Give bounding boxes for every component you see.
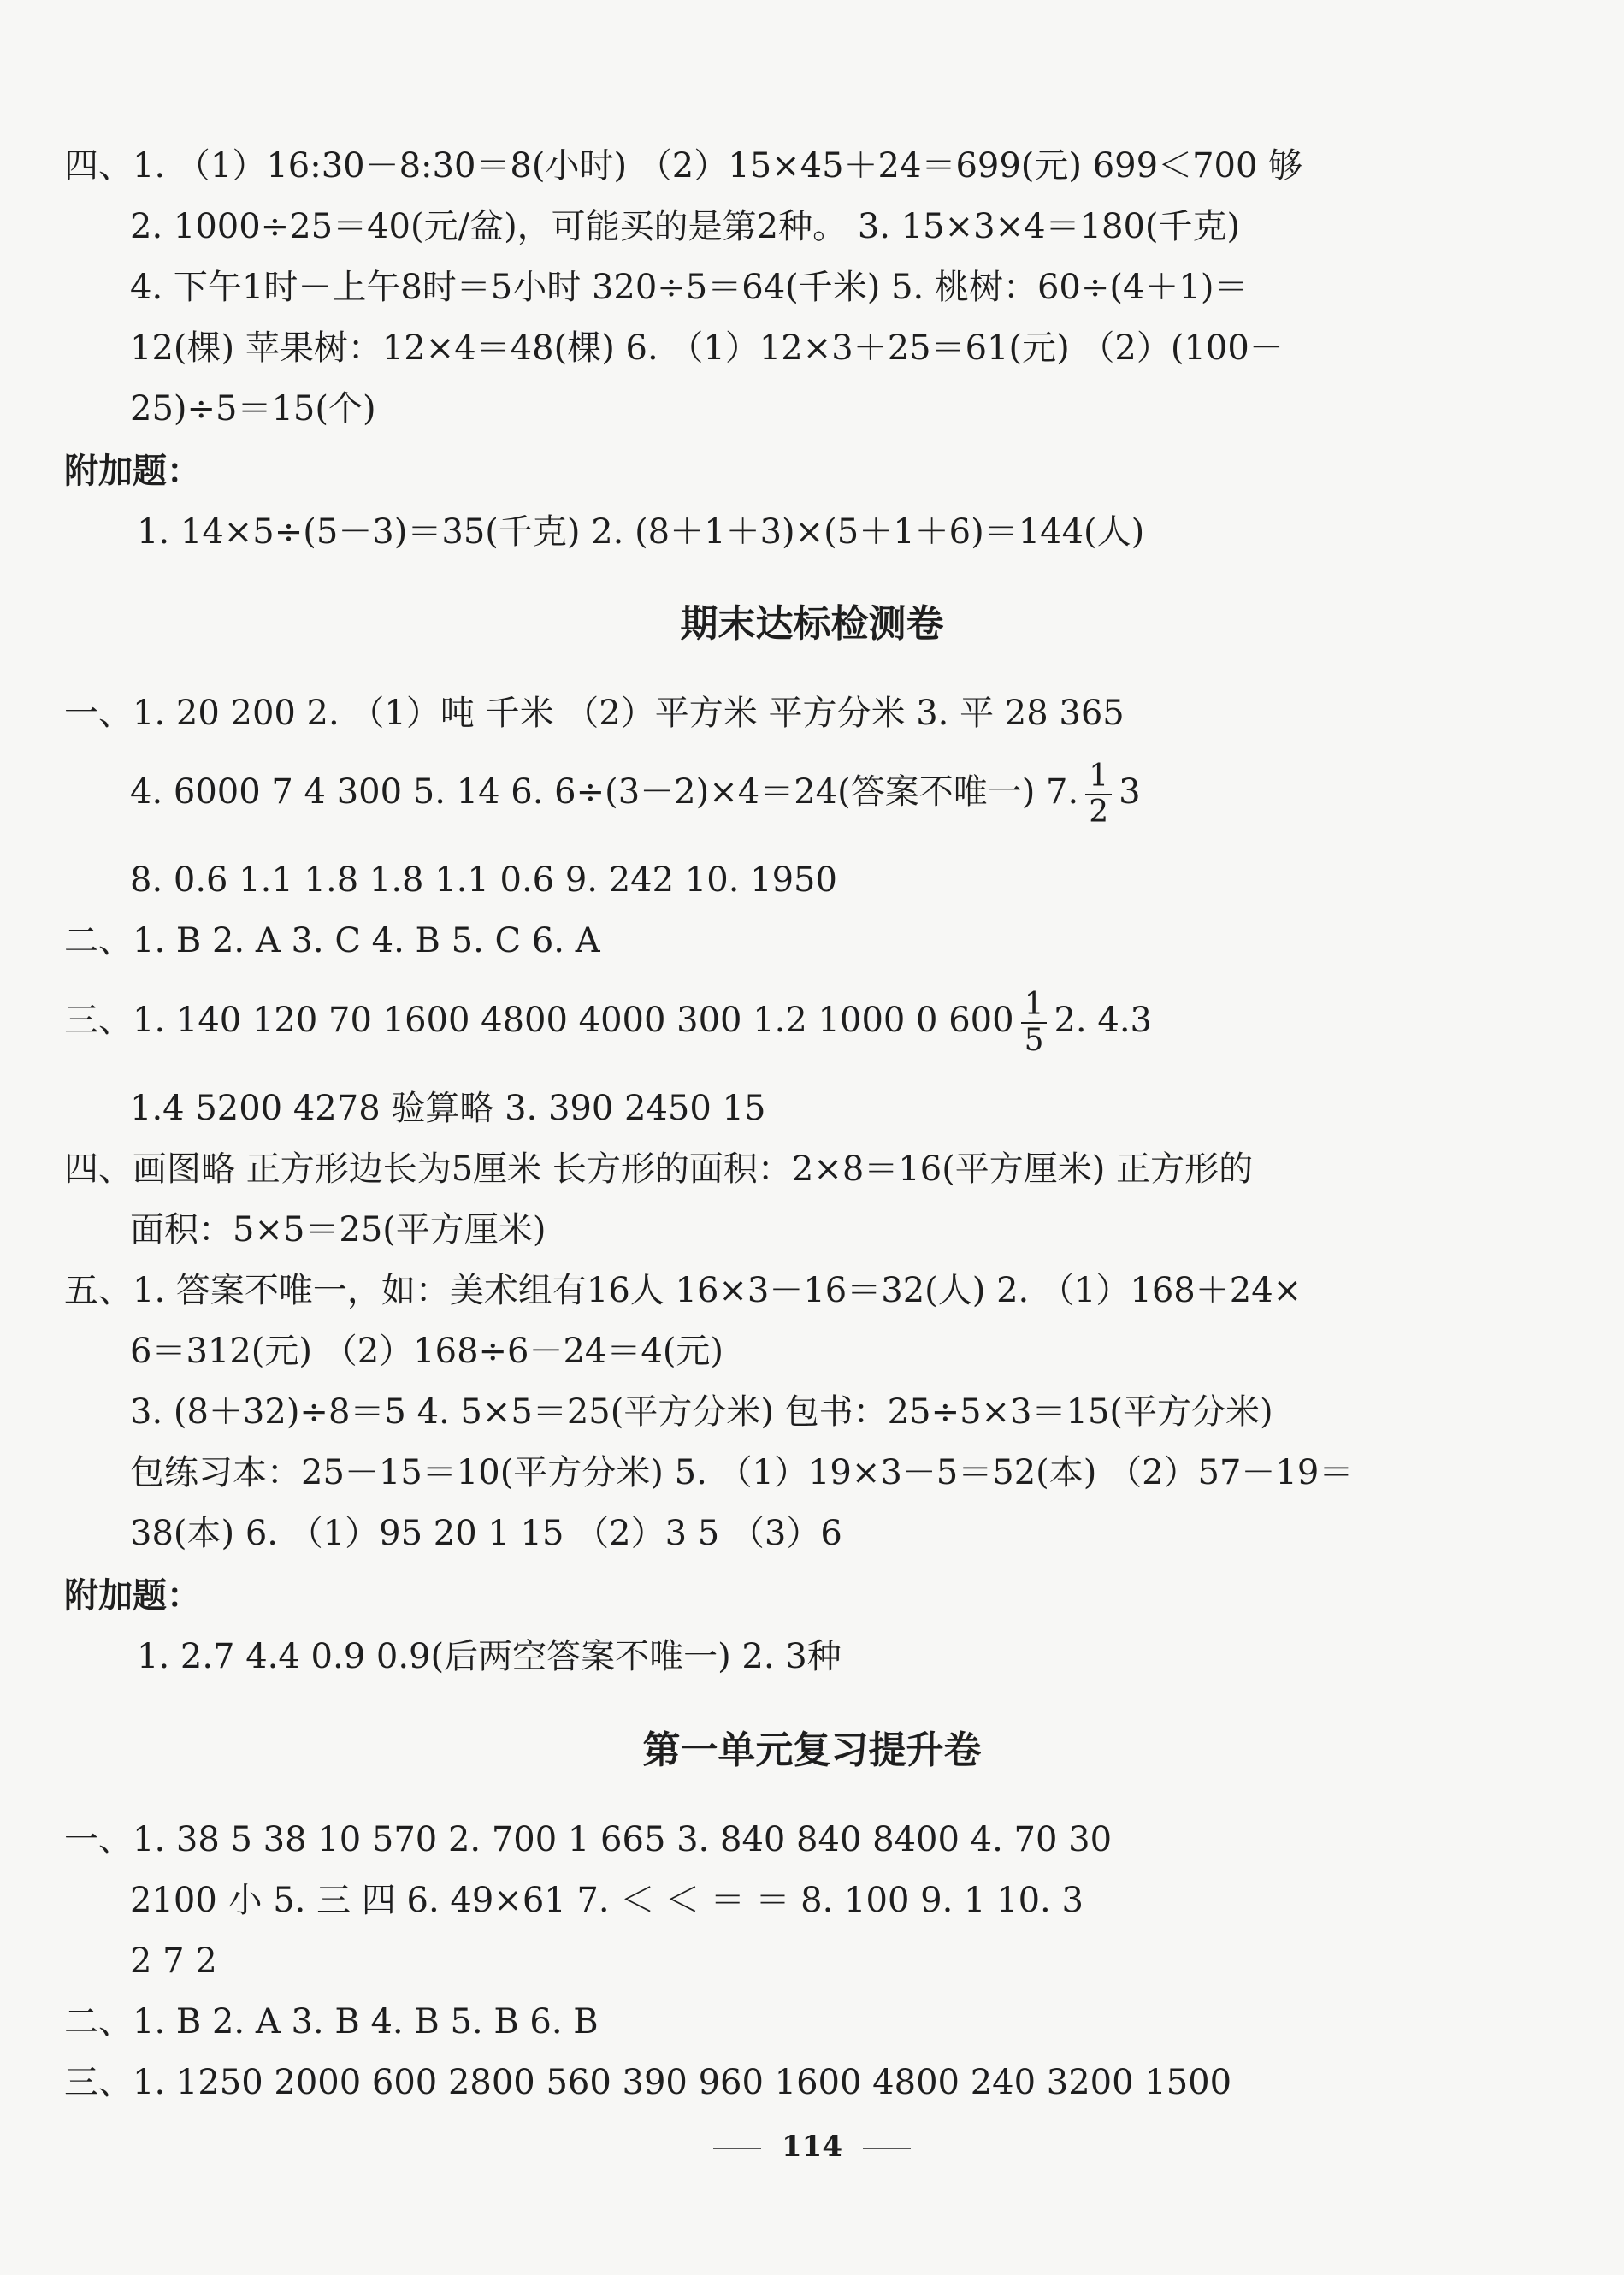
answer-line: 3. (8＋32)÷8＝5 4. 5×5＝25(平方分米) 包书：25÷5×3＝15(平方分米) xyxy=(130,1392,1273,1432)
answer-line: 四、1. （1）16:30－8:30＝8(小时) （2）15×45＋24＝699(元) 699＜700 够 xyxy=(64,146,1303,186)
answer-line: 2100 小 5. 三 四 6. 49×61 7. ＜ ＜ ＝ ＝ 8. 100 9. 1 10. 3 xyxy=(130,1881,1084,1920)
section-title-final-exam: 期末达标检测卷 xyxy=(680,602,944,646)
answer-line: 五、1. 答案不唯一，如：美术组有16人 16×3－16＝32(人) 2. （1）168＋24× xyxy=(64,1271,1302,1310)
answer-text: 4. 6000 7 4 300 5. 14 6. 6÷(3－2)×4＝24(答案不唯一) 7. xyxy=(130,772,1079,812)
answer-line: 4. 下午1时－上午8时＝5小时 320÷5＝64(千米) 5. 桃树：60÷(4＋1)＝ xyxy=(130,268,1249,307)
bonus-answers: 1. 2.7 4.4 0.9 0.9(后两空答案不唯一) 2. 3种 xyxy=(137,1637,842,1676)
fraction-one-half xyxy=(1085,761,1112,828)
bonus-heading: 附加题： xyxy=(64,1575,201,1616)
page-number-right-rule xyxy=(863,2148,911,2149)
answer-line: 包练习本：25－15＝10(平方分米) 5. （1）19×3－5＝52(本) （2）57－19＝ xyxy=(130,1453,1354,1492)
answer-text: 2. 4.3 xyxy=(1054,1001,1152,1040)
answer-line-with-fraction xyxy=(64,987,1152,1058)
answer-line: 一、1. 38 5 38 10 570 2. 700 1 665 3. 840 840 8400 4. 70 30 xyxy=(64,1820,1113,1859)
answer-text: 3 xyxy=(1119,772,1141,812)
answer-line: 12(棵) 苹果树：12×4＝48(棵) 6. （1）12×3＋25＝61(元) （2）(100－ xyxy=(130,328,1284,368)
fraction-denominator: 5 xyxy=(1024,1023,1044,1058)
fraction-numerator: 1 xyxy=(1085,761,1112,795)
page-number-value: 114 xyxy=(782,2130,842,2164)
bonus-answers: 1. 14×5÷(5－3)＝35(千克) 2. (8＋1＋3)×(5＋1＋6)＝144(人) xyxy=(137,512,1145,552)
answer-line: 8. 0.6 1.1 1.8 1.8 1.1 0.6 9. 242 10. 1950 xyxy=(130,860,837,900)
answer-line: 6＝312(元) （2）168÷6－24＝4(元) xyxy=(130,1332,724,1371)
answer-line: 1.4 5200 4278 验算略 3. 390 2450 15 xyxy=(130,1089,766,1128)
answer-line: 二、1. B 2. A 3. B 4. B 5. B 6. B xyxy=(64,2002,599,2042)
answer-line: 面积：5×5＝25(平方厘米) xyxy=(130,1210,546,1250)
fraction-one-fifth xyxy=(1021,987,1048,1058)
answer-line: 三、1. 1250 2000 600 2800 560 390 960 1600 4800 240 3200 1500 xyxy=(64,2063,1232,2102)
answer-line: 二、1. B 2. A 3. C 4. B 5. C 6. A xyxy=(64,921,600,960)
answer-line: 四、画图略 正方形边长为5厘米 长方形的面积：2×8＝16(平方厘米) 正方形的 xyxy=(64,1149,1254,1189)
page-number-left-rule xyxy=(713,2148,761,2149)
answer-line-with-fraction xyxy=(130,761,1141,828)
section-title-unit-one-review: 第一单元复习提升卷 xyxy=(642,1728,982,1772)
fraction-numerator: 1 xyxy=(1021,990,1048,1024)
answer-line: 一、1. 20 200 2. （1）吨 千米 （2）平方米 平方分米 3. 平 28 365 xyxy=(64,694,1125,733)
bonus-heading: 附加题： xyxy=(64,451,201,491)
answer-line: 25)÷5＝15(个) xyxy=(130,389,376,428)
fraction-denominator: 2 xyxy=(1089,795,1109,830)
answer-line: 2 7 2 xyxy=(130,1941,217,1981)
answer-line: 2. 1000÷25＝40(元/盆)，可能买的是第2种。 3. 15×3×4＝180(千克) xyxy=(130,207,1241,246)
answer-text: 三、1. 140 120 70 1600 4800 4000 300 1.2 1000 0 600 xyxy=(64,1001,1014,1040)
answer-line: 38(本) 6. （1）95 20 1 15 （2）3 5 （3）6 xyxy=(130,1514,842,1553)
page-number xyxy=(0,2130,1624,2164)
